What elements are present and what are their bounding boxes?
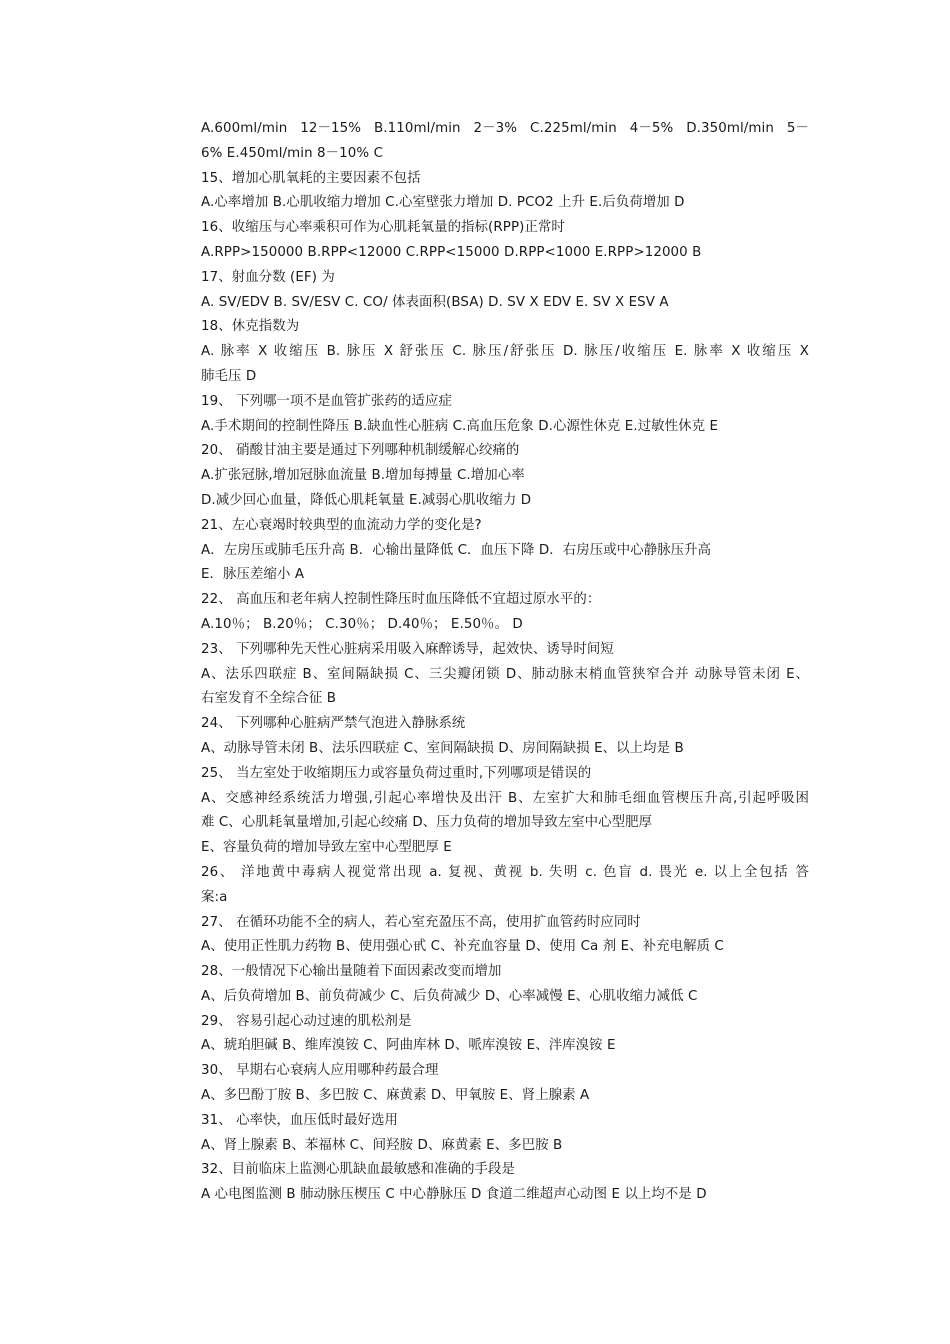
options-line: A.心率增加 B.心肌收缩力增加 C.心室壁张力增加 D. PCO2 上升 E.后负荷增加 D [201,195,685,211]
question-line: 18、休克指数为 [201,319,300,335]
options-line: A.扩张冠脉,增加冠脉血流量 B.增加每搏量 C.增加心率 [201,468,525,484]
options-line: A.手术期间的控制性降压 B.缺血性心脏病 C.高血压危象 D.心源性休克 E.过敏性休克 E [201,418,719,434]
options-line: E．脉压差缩小 A [201,567,305,583]
options-line: E、容量负荷的增加导致左室中心型肥厚 E [201,840,452,856]
question-line: 28、一般情况下心输出量随着下面因素改变而增加 [201,964,502,980]
question-line: 26、 洋地黄中毒病人视觉常出现 a. 复视、黄视 b. 失明 c. 色盲 d. 畏光 e. 以上全包括 答 [201,864,809,880]
question-line: 16、收缩压与心率乘积可作为心肌耗氧量的指标(RPP)正常时 [201,220,565,236]
options-line: A、动脉导管未闭 B、法乐四联症 C、室间隔缺损 D、房间隔缺损 E、以上均是 B [201,740,684,756]
options-line: A. 脉率 X 收缩压 B. 脉压 X 舒张压 C. 脉压/舒张压 D. 脉压/收缩压 E. 脉率 X 收缩压 X [201,344,809,360]
options-line: A 心电图监测 B 肺动脉压楔压 C 中心静脉压 D 食道二维超声心动图 E 以上均不是 D [201,1187,707,1203]
text-line: A.600ml/min 12－15% B.110ml/min 2－3% C.225ml/min 4－5% D.350ml/min 5－ [201,121,809,136]
text-line: 6% E.450ml/min 8－10% C [201,145,384,161]
question-line: 17、射血分数 (EF) 为 [201,269,335,285]
question-line: 19、 下列哪一项不是血管扩张药的适应症 [201,393,452,409]
question-line: 22、 高血压和老年病人控制性降压时血压降低不宜超过原水平的： [201,592,601,608]
options-line: A、后负荷增加 B、前负荷减少 C、后负荷减少 D、心率减慢 E、心肌收缩力减低 C [201,988,698,1004]
document-page [201,117,809,1208]
options-line: A、琥珀胆碱 B、维库溴铵 C、阿曲库林 D、哌库溴铵 E、泮库溴铵 E [201,1038,616,1054]
question-line: 30、 早期右心衰病人应用哪种药最合理 [201,1063,439,1079]
question-line: 32、目前临床上监测心肌缺血最敏感和准确的手段是 [201,1162,516,1178]
question-line: 15、增加心肌氧耗的主要因素不包括 [201,170,421,186]
question-line: 31、 心率快，血压低时最好选用 [201,1112,398,1128]
options-line: A.RPP>150000 B.RPP<12000 C.RPP<15000 D.RPP<1000 E.RPP>12000 B [201,244,702,260]
options-line: A、法乐四联症 B、室间隔缺损 C、三尖瓣闭锁 D、肺动脉末梢血管狭窄合并 动脉导管未闭 E、 [201,666,809,682]
options-line: D.减少回心血量，降低心肌耗氧量 E.减弱心肌收缩力 D [201,492,532,508]
options-line: A、肾上腺素 B、苯福林 C、间羟胺 D、麻黄素 E、多巴胺 B [201,1137,563,1153]
question-line: 20、 硝酸甘油主要是通过下列哪种机制缓解心绞痛的 [201,443,520,459]
options-line: 右室发育不全综合征 B [201,691,337,707]
answer-line: 案:a [201,889,228,905]
options-line: A、使用正性肌力药物 B、使用强心甙 C、补充血容量 D、使用 Ca 剂 E、补充电解质 C [201,939,724,955]
options-line: A. SV/EDV B. SV/ESV C. CO/ 体表面积(BSA) D. SV X EDV E. SV X ESV A [201,294,669,310]
question-line: 21、左心衰竭时较典型的血流动力学的变化是? [201,517,482,533]
options-line: 肺毛压 D [201,368,257,384]
question-line: 29、 容易引起心动过速的肌松剂是 [201,1013,412,1029]
question-line: 27、 在循环功能不全的病人，若心室充盈压不高，使用扩血管药时应同时 [201,914,641,930]
options-line: A、交感神经系统活力增强,引起心率增快及出汗 B、左室扩大和肺毛细血管楔压升高,引起呼吸困 [201,790,809,806]
options-line: A．左房压或肺毛压升高 B．心输出量降低 C．血压下降 D．右房压或中心静脉压升高 [201,542,712,558]
question-line: 25、 当左室处于收缩期压力或容量负荷过重时,下列哪项是错误的 [201,765,592,781]
question-line: 24、 下列哪种心脏病严禁气泡进入静脉系统 [201,716,466,732]
options-line: A.10％； B.20％； C.30％； D.40％； E.50％。 D [201,616,523,632]
options-line: 难 C、心肌耗氧量增加,引起心绞痛 D、压力负荷的增加导致左室中心型肥厚 [201,815,653,831]
options-line: A、多巴酚丁胺 B、多巴胺 C、麻黄素 D、甲氧胺 E、肾上腺素 A [201,1088,590,1104]
question-line: 23、 下列哪种先天性心脏病采用吸入麻醉诱导，起效快、诱导时间短 [201,641,614,657]
